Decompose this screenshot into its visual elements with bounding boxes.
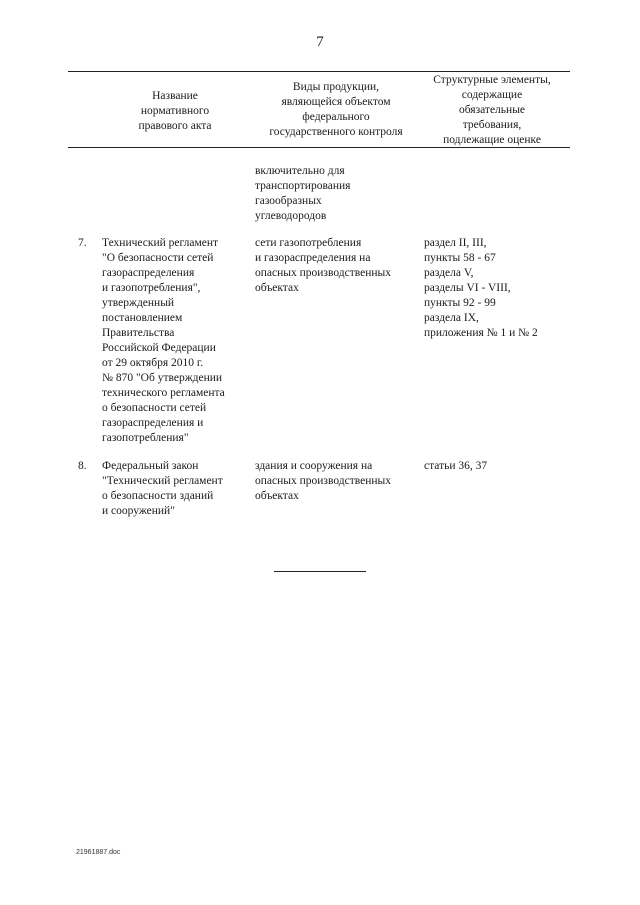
- end-of-document-rule: [274, 571, 366, 572]
- row-number: 7.: [78, 237, 87, 249]
- continuation-products-cell: включительно для транспортирования газообразных углеводородов: [255, 165, 351, 222]
- header-structural-elements-text: Структурные элементы, содержащие обязательные требования, подлежащие оценке: [433, 74, 551, 146]
- table-header-rule: [68, 147, 570, 148]
- header-product-types: [252, 80, 420, 140]
- page-number: 7: [316, 34, 324, 50]
- header-act-name-text: Название нормативного правового акта: [138, 90, 212, 132]
- row-number: 8.: [78, 460, 87, 472]
- row-act-cell: Федеральный закон "Технический регламент о безопасности зданий и сооружений": [102, 460, 223, 517]
- row-products-cell: сети газопотребления и газораспределения на опасных производственных объектах: [255, 237, 391, 294]
- header-product-types-text: Виды продукции, являющейся объектом федерального государственного контроля: [269, 81, 403, 138]
- table-top-rule: [68, 71, 570, 72]
- row-structure-cell: раздел II, III, пункты 58 - 67 раздела V, разделы VI - VIII, пункты 92 - 99 раздела IX, приложения № 1 и № 2: [424, 237, 538, 339]
- row-act-cell: Технический регламент "О безопасности сетей газораспределения и газопотребления", утвержденный постановлением Правительства Российской Федерации от 29 октября 2010 г. № 870 "Об утверждении технического регламента о безопасности сетей газораспределения и газопотребления": [102, 237, 225, 444]
- header-structural-elements: [418, 73, 566, 148]
- header-act-name: [96, 89, 254, 134]
- row-structure-cell: статьи 36, 37: [424, 460, 488, 472]
- row-products-cell: здания и сооружения на опасных производственных объектах: [255, 460, 391, 502]
- footer-filename: 21961887.doc: [76, 849, 121, 856]
